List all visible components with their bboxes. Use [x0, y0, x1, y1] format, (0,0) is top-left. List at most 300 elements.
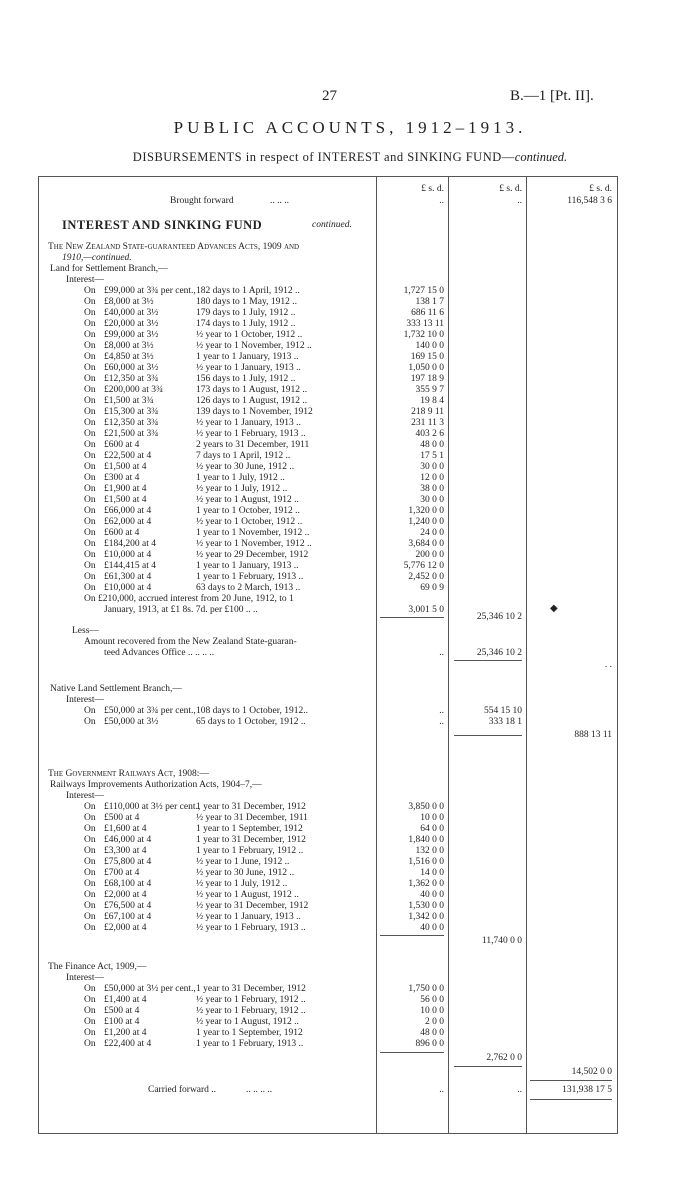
finance-interest-c1: 896 0 0 — [415, 1039, 444, 1049]
land-interest-c1: 355 9 7 — [415, 385, 444, 395]
land-interest-row — [0, 330, 700, 341]
railways-total-row — [0, 936, 700, 947]
net-c3: . . — [604, 660, 612, 670]
land-interest-row — [0, 473, 700, 484]
railways-interest-c1: 1,362 0 0 — [408, 879, 444, 889]
railways-interest-row — [0, 901, 700, 912]
land-interest-amt: £200,000 at 3¾ — [104, 385, 164, 395]
railways-interest-c1: 14 0 0 — [420, 868, 444, 878]
land-interest-amt: £12,350 at 3¾ — [104, 418, 159, 428]
railways-sub — [0, 780, 700, 791]
page-title: PUBLIC ACCOUNTS, 1912–1913. — [173, 118, 527, 137]
railways-interest-row — [0, 802, 700, 813]
land-interest-c1: 231 11 3 — [411, 418, 444, 428]
railways-interest-c1: 1,342 0 0 — [408, 912, 444, 922]
land-interest-row — [0, 495, 700, 506]
land-interest-per: 2 years to 31 December, 1911 — [196, 440, 310, 450]
land-interest-c1: 1,727 15 0 — [403, 286, 444, 296]
land-interest-row — [0, 374, 700, 385]
railways-interest-lbl: On — [84, 835, 96, 845]
railways-interest-c1: 3,850 0 0 — [408, 802, 444, 812]
finance-interest-row — [0, 995, 700, 1006]
accrued-interest-c1: 3,001 5 0 — [408, 605, 444, 615]
railways-interest-text: Interest— — [66, 791, 104, 801]
finance-heading — [0, 962, 700, 973]
railways-interest-per: ½ year to 31 December, 1912 — [196, 901, 309, 911]
subtitle-continued: continued. — [514, 150, 568, 164]
land-interest-c1: 30 0 0 — [420, 462, 444, 472]
land-settlement-branch-text: Land for Settlement Branch,— — [50, 264, 168, 274]
railways-heading — [0, 769, 700, 780]
railways-interest-amt: £2,000 at 4 — [104, 890, 147, 900]
land-interest-row — [0, 583, 700, 594]
railways-interest-lbl: On — [84, 846, 96, 856]
railways-interest-amt: £46,000 at 4 — [104, 835, 152, 845]
land-interest-amt: £1,500 at 4 — [104, 462, 147, 472]
finance-interest-lbl: On — [84, 995, 96, 1005]
railways-interest-per: 1 year to 1 September, 1912 — [196, 824, 303, 834]
land-interest-row — [0, 517, 700, 528]
land-interest-per: 1 year to 1 July, 1912 .. — [196, 473, 285, 483]
railways-interest-per: 1 year to 31 December, 1912 — [196, 802, 306, 812]
railways-interest-per: ½ year to 1 February, 1913 .. — [196, 923, 306, 933]
nz-acts-heading-cont — [0, 253, 700, 264]
land-interest-per: 1 year to 1 January, 1913 .. — [196, 352, 299, 362]
railways-interest-amt: £1,600 at 4 — [104, 824, 147, 834]
railways-interest-per: 1 year to 31 December, 1912 — [196, 835, 306, 845]
railways-interest-c1: 1,516 0 0 — [408, 857, 444, 867]
page-mark-glyph: ◆ — [550, 603, 558, 614]
land-interest-row — [0, 506, 700, 517]
less-text: Less— — [72, 626, 99, 636]
land-interest-row — [0, 440, 700, 451]
railways-interest-per: ½ year to 1 June, 1912 .. — [196, 857, 290, 867]
recovered-line1 — [0, 637, 700, 648]
native-total-row — [0, 730, 700, 741]
land-interest-per: 179 days to 1 July, 1912 .. — [196, 308, 296, 318]
land-interest-row — [0, 319, 700, 330]
finance-interest-per: ½ year to 1 February, 1912 .. — [196, 1006, 306, 1016]
land-interest-row — [0, 550, 700, 561]
finance-interest-row — [0, 1039, 700, 1050]
land-interest-amt: £20,000 at 3½ — [104, 319, 159, 329]
land-interest-c1: 140 0 0 — [415, 341, 444, 351]
land-interest-lbl: On — [84, 396, 96, 406]
railways-interest-c1: 40 0 0 — [420, 923, 444, 933]
land-interest-lbl: On — [84, 374, 96, 384]
land-interest-per: ½ year to 1 August, 1912 .. — [196, 495, 299, 505]
land-interest-lbl: On — [84, 341, 96, 351]
accrued-interest-text2: January, 1913, at £1 8s. 7d. per £100 .. .. — [104, 605, 258, 615]
land-interest-lbl: On — [84, 484, 96, 494]
railways-interest-per: ½ year to 30 June, 1912 .. — [196, 868, 295, 878]
railways-interest-amt: £110,000 at 3½ per cent., — [104, 802, 201, 812]
nz-acts-heading-cont-text: 1910,—continued. — [62, 253, 132, 263]
land-interest-row — [0, 484, 700, 495]
recovered-c1: .. — [439, 648, 444, 658]
land-interest-amt: £60,000 at 3½ — [104, 363, 159, 373]
land-interest-per: ½ year to 1 January, 1913 .. — [196, 363, 301, 373]
land-interest-lbl: On — [84, 528, 96, 538]
native-branch-text: Native Land Settlement Branch,— — [50, 684, 182, 694]
land-interest-amt: £1,500 at 4 — [104, 495, 147, 505]
native-interest-amt: £50,000 at 3¾ per cent., — [104, 706, 196, 716]
land-interest-c1: 138 1 7 — [415, 297, 444, 307]
finance-interest-row — [0, 1028, 700, 1039]
railways-interest-c1: 1,530 0 0 — [408, 901, 444, 911]
finance-interest-per: 1 year to 31 December, 1912 — [196, 984, 306, 994]
land-interest-c1: 169 15 0 — [410, 352, 444, 362]
land-interest-lbl: On — [84, 429, 96, 439]
native-interest-c2: 333 18 1 — [488, 717, 522, 727]
finance-interest-text: Interest— — [66, 973, 104, 983]
brought-forward-c2: .. — [517, 196, 522, 206]
land-interest-amt: £66,000 at 4 — [104, 506, 152, 516]
land-interest-c1: 17 5 1 — [420, 451, 444, 461]
railways-interest-c1: 1,840 0 0 — [408, 835, 444, 845]
railways-interest-lbl: On — [84, 824, 96, 834]
railways-interest-c1: 10 0 0 — [420, 813, 444, 823]
land-interest-row — [0, 385, 700, 396]
land-interest-lbl: On — [84, 286, 96, 296]
land-interest-lbl: On — [84, 352, 96, 362]
land-interest-amt: £10,000 at 4 — [104, 550, 152, 560]
subtitle-main: DISBURSEMENTS in respect of INTEREST and SINKING FUND— — [132, 150, 515, 164]
recovered-text1: Amount recovered from the New Zealand State-guaran- — [84, 637, 297, 647]
land-subtotal-c2: 25,346 10 2 — [476, 612, 522, 622]
finance-interest-label — [0, 973, 700, 984]
railways-interest-amt: £3,300 at 4 — [104, 846, 147, 856]
land-interest-row — [0, 363, 700, 374]
railways-interest-per: ½ year to 1 July, 1912 .. — [196, 879, 288, 889]
table-bottom-rule — [38, 1133, 618, 1134]
land-interest-row — [0, 539, 700, 550]
railways-interest-lbl: On — [84, 890, 96, 900]
finance-interest-per: ½ year to 1 February, 1912 .. — [196, 995, 306, 1005]
railways-heading-text: The Government Railways Act, 1908:— — [48, 769, 209, 779]
land-interest-row — [0, 286, 700, 297]
land-interest-row — [0, 572, 700, 583]
railways-interest-lbl: On — [84, 901, 96, 911]
column-header-3: £ s. d. — [589, 184, 612, 194]
land-interest-c1: 30 0 0 — [420, 495, 444, 505]
land-interest-row — [0, 451, 700, 462]
railways-interest-per: ½ year to 31 December, 1911 — [196, 813, 308, 823]
land-interest-amt: £600 at 4 — [104, 528, 140, 538]
land-interest-label — [0, 275, 700, 286]
land-interest-lbl: On — [84, 330, 96, 340]
railways-interest-lbl: On — [84, 868, 96, 878]
land-interest-text: Interest— — [66, 275, 104, 285]
finance-interest-c1: 2 0 0 — [425, 1017, 444, 1027]
carried-forward-rule — [530, 1099, 612, 1100]
land-interest-per: 174 days to 1 July, 1912 .. — [196, 319, 296, 329]
land-interest-lbl: On — [84, 550, 96, 560]
brought-forward-row — [0, 196, 700, 207]
native-interest-per: 65 days to 1 October, 1912 .. — [196, 717, 306, 727]
finance-interest-per: 1 year to 1 September, 1912 — [196, 1028, 303, 1038]
railways-interest-c1: 40 0 0 — [420, 890, 444, 900]
land-interest-lbl: On — [84, 495, 96, 505]
native-interest-row — [0, 706, 700, 717]
railways-interest-lbl: On — [84, 813, 96, 823]
carried-forward-c2: .. — [517, 1085, 522, 1095]
accrued-interest-line1 — [0, 594, 700, 605]
land-interest-row — [0, 462, 700, 473]
land-interest-per: 1 year to 1 October, 1912 .. — [196, 506, 300, 516]
railways-interest-c1: 132 0 0 — [415, 846, 444, 856]
nz-acts-heading-text: The New Zealand State-guaranteed Advances Acts, 1909 and — [48, 242, 300, 252]
native-interest-row — [0, 717, 700, 728]
land-interest-lbl: On — [84, 572, 96, 582]
land-interest-amt: £62,000 at 4 — [104, 517, 152, 527]
grand-total-rule — [530, 1080, 612, 1081]
finance-interest-c1: 48 0 0 — [420, 1028, 444, 1038]
land-interest-per: ½ year to 1 November, 1912 .. — [196, 341, 312, 351]
finance-interest-lbl: On — [84, 1017, 96, 1027]
document-reference: B.—1 [Pt. II]. — [510, 88, 594, 104]
finance-total-c2: 2,762 0 0 — [486, 1053, 522, 1063]
land-interest-c1: 197 18 9 — [410, 374, 444, 384]
land-settlement-branch — [0, 264, 700, 275]
brought-forward-c1: .. — [439, 196, 444, 206]
brought-forward-label: Brought forward — [170, 196, 234, 206]
railways-total-c2: 11,740 0 0 — [481, 936, 522, 946]
table-top-rule — [38, 176, 618, 177]
land-interest-lbl: On — [84, 451, 96, 461]
brought-forward-dots: .. .. .. — [270, 196, 289, 206]
carried-forward-c1: .. — [439, 1085, 444, 1095]
finance-interest-c1: 1,750 0 0 — [408, 984, 444, 994]
finance-interest-row — [0, 1017, 700, 1028]
land-interest-lbl: On — [84, 385, 96, 395]
finance-interest-amt: £1,400 at 4 — [104, 995, 147, 1005]
land-interest-c1: 69 0 9 — [420, 583, 444, 593]
section-heading: INTEREST AND SINKING FUND — [62, 218, 263, 232]
land-interest-lbl: On — [84, 561, 96, 571]
native-interest-text: Interest— — [66, 695, 104, 705]
railways-interest-row — [0, 912, 700, 923]
railways-interest-lbl: On — [84, 802, 96, 812]
railways-interest-row — [0, 846, 700, 857]
railways-sub-text: Railways Improvements Authorization Acts, 1904–7,— — [50, 780, 262, 790]
land-interest-lbl: On — [84, 506, 96, 516]
finance-interest-c1: 56 0 0 — [420, 995, 444, 1005]
finance-interest-row — [0, 984, 700, 995]
land-interest-per: ½ year to 1 October, 1912 .. — [196, 517, 303, 527]
native-interest-lbl: On — [84, 717, 96, 727]
finance-interest-per: ½ year to 1 August, 1912 .. — [196, 1017, 299, 1027]
land-interest-amt: £144,415 at 4 — [104, 561, 156, 571]
finance-interest-amt: £500 at 4 — [104, 1006, 140, 1016]
railways-interest-row — [0, 868, 700, 879]
nz-acts-heading — [0, 242, 700, 253]
land-interest-c1: 200 0 0 — [415, 550, 444, 560]
railways-interest-per: ½ year to 1 January, 1913 .. — [196, 912, 301, 922]
land-interest-per: 1 year to 1 January, 1913 .. — [196, 561, 299, 571]
railways-interest-amt: £2,000 at 4 — [104, 923, 147, 933]
land-interest-amt: £22,500 at 4 — [104, 451, 152, 461]
land-interest-lbl: On — [84, 462, 96, 472]
finance-heading-text: The Finance Act, 1909,— — [48, 962, 147, 972]
land-interest-per: 1 year to 1 November, 1912 .. — [196, 528, 310, 538]
finance-interest-per: 1 year to 1 February, 1913 .. — [196, 1039, 304, 1049]
finance-interest-amt: £22,400 at 4 — [104, 1039, 152, 1049]
railways-interest-amt: £75,800 at 4 — [104, 857, 152, 867]
land-interest-c1: 3,684 0 0 — [408, 539, 444, 549]
railways-interest-per: 1 year to 1 February, 1912 .. — [196, 846, 304, 856]
land-interest-row — [0, 429, 700, 440]
land-interest-c1: 403 2 6 — [415, 429, 444, 439]
land-interest-per: ½ year to 1 February, 1913 .. — [196, 429, 306, 439]
railways-interest-lbl: On — [84, 857, 96, 867]
land-interest-lbl: On — [84, 407, 96, 417]
land-interest-c1: 1,320 0 0 — [408, 506, 444, 516]
carried-forward-row — [0, 1085, 700, 1096]
railways-interest-amt: £67,100 at 4 — [104, 912, 152, 922]
section-heading-row — [0, 218, 700, 232]
land-interest-per: 173 days to 1 August, 1912 .. — [196, 385, 308, 395]
land-interest-row — [0, 396, 700, 407]
land-interest-lbl: On — [84, 319, 96, 329]
carried-forward-dots: .. .. .. .. — [246, 1085, 273, 1095]
railways-interest-amt: £76,500 at 4 — [104, 901, 152, 911]
land-interest-per: ½ year to 1 July, 1912 .. — [196, 484, 288, 494]
railways-interest-lbl: On — [84, 912, 96, 922]
land-interest-row — [0, 308, 700, 319]
section-continued: continued. — [312, 220, 352, 230]
land-interest-c1: 686 11 6 — [411, 308, 444, 318]
finance-interest-lbl: On — [84, 1039, 96, 1049]
land-interest-per: 126 days to 1 August, 1912 .. — [196, 396, 308, 406]
railways-interest-lbl: On — [84, 923, 96, 933]
railways-interest-row — [0, 890, 700, 901]
land-interest-per: ½ year to 1 January, 1913 .. — [196, 418, 301, 428]
land-interest-c1: 2,452 0 0 — [408, 572, 444, 582]
railways-interest-row — [0, 879, 700, 890]
finance-interest-c1: 10 0 0 — [420, 1006, 444, 1016]
less-label — [0, 626, 700, 637]
column-header-2: £ s. d. — [499, 184, 522, 194]
land-interest-per: ½ year to 1 October, 1912 .. — [196, 330, 303, 340]
land-interest-per: ½ year to 1 November, 1912 .. — [196, 539, 312, 549]
land-interest-amt: £8,000 at 3½ — [104, 341, 154, 351]
land-interest-per: 7 days to 1 April, 1912 .. — [196, 451, 291, 461]
land-interest-amt: £21,500 at 3¾ — [104, 429, 159, 439]
finance-interest-amt: £1,200 at 4 — [104, 1028, 147, 1038]
native-interest-c2: 554 15 10 — [484, 706, 522, 716]
railways-interest-amt: £500 at 4 — [104, 813, 140, 823]
finance-interest-row — [0, 1006, 700, 1017]
railways-interest-lbl: On — [84, 879, 96, 889]
land-interest-row — [0, 528, 700, 539]
land-interest-amt: £99,000 at 3½ — [104, 330, 159, 340]
land-interest-per: 139 days to 1 November, 1912 — [196, 407, 313, 417]
land-interest-c1: 1,050 0 0 — [408, 363, 444, 373]
land-interest-amt: £61,300 at 4 — [104, 572, 152, 582]
recovered-text2: teed Advances Office .. .. .. .. — [104, 648, 215, 658]
recovered-line2 — [0, 648, 700, 659]
finance-interest-amt: £100 at 4 — [104, 1017, 140, 1027]
land-interest-row — [0, 341, 700, 352]
land-interest-per: 63 days to 2 March, 1913 .. — [196, 583, 301, 593]
railways-interest-row — [0, 824, 700, 835]
land-interest-amt: £99,000 at 3¾ per cent., — [104, 286, 196, 296]
land-interest-c1: 19 8 4 — [420, 396, 444, 406]
land-interest-amt: £300 at 4 — [104, 473, 140, 483]
native-interest-c1: .. — [439, 717, 444, 727]
carried-forward-label: Carried forward .. — [148, 1085, 217, 1095]
land-interest-lbl: On — [84, 363, 96, 373]
land-interest-lbl: On — [84, 583, 96, 593]
land-interest-amt: £8,000 at 3½ — [104, 297, 154, 307]
land-interest-per: 1 year to 1 February, 1913 .. — [196, 572, 304, 582]
land-interest-c1: 5,776 12 0 — [403, 561, 444, 571]
recovered-c2: 25,346 10 2 — [476, 648, 522, 658]
land-interest-c1: 38 0 0 — [420, 484, 444, 494]
land-interest-c1: 1,240 0 0 — [408, 517, 444, 527]
land-interest-per: ½ year to 30 June, 1912 .. — [196, 462, 295, 472]
land-interest-c1: 1,732 10 0 — [403, 330, 444, 340]
land-interest-amt: £12,350 at 3¾ — [104, 374, 159, 384]
land-interest-lbl: On — [84, 473, 96, 483]
land-interest-amt: £1,900 at 4 — [104, 484, 147, 494]
land-interest-per: 180 days to 1 May, 1912 .. — [196, 297, 297, 307]
native-branch — [0, 684, 700, 695]
railways-interest-row — [0, 857, 700, 868]
land-interest-amt: £10,000 at 4 — [104, 583, 152, 593]
native-interest-lbl: On — [84, 706, 96, 716]
page-subtitle — [0, 150, 700, 165]
native-interest-c1: .. — [439, 706, 444, 716]
land-interest-amt: £1,500 at 3¾ — [104, 396, 154, 406]
land-interest-per: 156 days to 1 July, 1912 .. — [196, 374, 296, 384]
land-interest-lbl: On — [84, 517, 96, 527]
land-interest-c1: 333 13 11 — [406, 319, 444, 329]
grand-total-row — [0, 1067, 700, 1078]
land-interest-c1: 218 9 11 — [411, 407, 444, 417]
native-interest-amt: £50,000 at 3½ — [104, 717, 159, 727]
land-interest-amt: £15,300 at 3¾ — [104, 407, 159, 417]
finance-interest-lbl: On — [84, 1006, 96, 1016]
brought-forward-c3: 116,548 3 6 — [567, 196, 612, 206]
land-interest-row — [0, 418, 700, 429]
carried-forward-c3: 131,938 17 5 — [562, 1085, 612, 1095]
railways-interest-amt: £700 at 4 — [104, 868, 140, 878]
land-interest-row — [0, 297, 700, 308]
column-header-1: £ s. d. — [421, 184, 444, 194]
finance-interest-lbl: On — [84, 1028, 96, 1038]
land-interest-per: 182 days to 1 April, 1912 .. — [196, 286, 300, 296]
native-total-c3: 888 13 11 — [574, 730, 612, 740]
land-interest-row — [0, 407, 700, 418]
grand-total-c3: 14,502 0 0 — [571, 1067, 612, 1077]
land-interest-amt: £600 at 4 — [104, 440, 140, 450]
column-headers — [0, 184, 700, 195]
land-interest-amt: £40,000 at 3½ — [104, 308, 159, 318]
finance-interest-lbl: On — [84, 984, 96, 994]
land-interest-lbl: On — [84, 440, 96, 450]
land-interest-c1: 24 0 0 — [420, 528, 444, 538]
land-interest-lbl: On — [84, 539, 96, 549]
railways-interest-amt: £68,100 at 4 — [104, 879, 152, 889]
land-interest-c1: 12 0 0 — [420, 473, 444, 483]
railways-interest-c1: 64 0 0 — [420, 824, 444, 834]
land-subtotal-row — [0, 612, 700, 623]
net-row — [0, 660, 700, 671]
land-interest-per: ½ year to 29 December, 1912 — [196, 550, 309, 560]
railways-interest-row — [0, 813, 700, 824]
